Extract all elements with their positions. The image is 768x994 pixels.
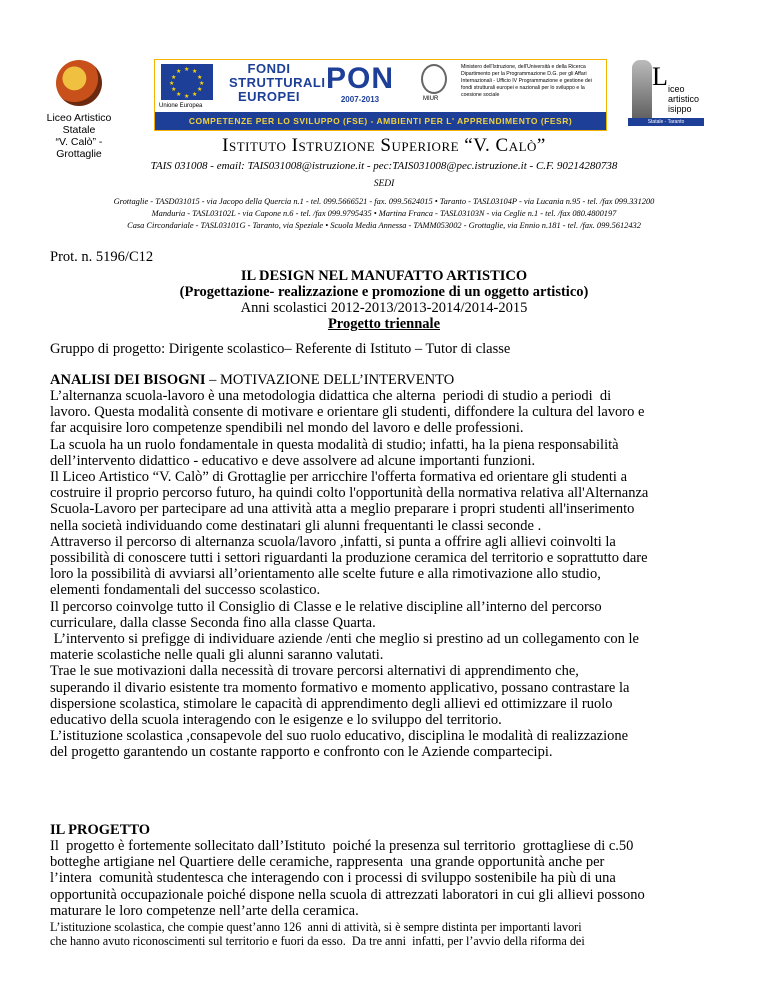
sede-line-2: Manduria - TASL03102L - via Capone n.6 - tel. /fax 099.9795435 • Martina Franca - TASL03103N - via Ceglie n.1 - tel. /fax 080.4800197 xyxy=(151,209,617,218)
institute-contacts: TAIS 031008 - email: TAIS031008@istruzione.it - pec:TAIS031008@pec.istruzione.it - C.F. 90214280738 xyxy=(150,160,618,172)
fondi-strutturali-logo xyxy=(229,61,326,104)
text-line: opportunità occupazionale poiché dispone nella scuola di attrezzati laboratori in cui gli allievi possono xyxy=(50,886,645,903)
doc-years: Anni scolastici 2012-2013/2013-2014/2014-2015 xyxy=(240,300,528,316)
text-line: L’istituzione scolastica ,consapevole del suo ruolo educativo, disciplina le modalità di realizzazione xyxy=(50,728,629,745)
text-line: L’alternanza scuola-lavoro è una metodologia didattica che alterna periodi di studio a periodi di xyxy=(50,388,612,404)
text-line: L’istituzione scolastica, che compie quest’anno 126 anni di attività, si è sempre distinta per importanti lavori xyxy=(50,920,582,934)
text-line: La scuola ha un ruolo fondamentale in questa modalità di studio; infatti, ha la piena responsabilità xyxy=(50,436,619,453)
needs-paragraph xyxy=(50,388,740,761)
text-line: educativo della scuola interagendo con le esigenze e lo sviluppo del territorio. xyxy=(50,712,502,729)
eu-flag-icon: ★ ★ ★ ★ ★ ★ ★ ★ ★ ★ ★ ★ xyxy=(161,64,213,100)
text-line: del progetto garantendo un costante rapporto e confronto con le Aziende compartecipi. xyxy=(50,744,553,761)
ministry-text: Ministero dell'Istruzione, dell'Università e della Ricerca Dipartimento per la Programmazione D.G. per gli Affari Internazionali - Ufficio IV Programmazione e gestione dei fondi strutturali europei e nazionali per lo sviluppo e la coesione sociale xyxy=(461,64,592,98)
needs-heading-line xyxy=(50,372,740,388)
pon-banner xyxy=(154,59,607,131)
republic-emblem-icon xyxy=(421,64,447,94)
banner-band: COMPETENZE PER LO SVILUPPO (FSE) - AMBIENTI PER L' APPRENDIMENTO (FESR) xyxy=(155,112,606,130)
text-line: maturare le loro competenze nell’arte della ceramica. xyxy=(50,902,359,919)
text-line: Il Liceo Artistico “V. Calò” di Grottaglie per arricchire l'offerta formativa ed orientare gli studenti a xyxy=(50,469,628,486)
sedi-label: SEDI xyxy=(373,179,395,189)
needs-heading-rest: – MOTIVAZIONE DELL’INTERVENTO xyxy=(205,372,455,388)
text-line: lavoro. Questa modalità consente di motivare e orientare gli studenti, diffondere la cultura del lavoro e xyxy=(50,404,645,421)
text-line: Scuola-Lavoro per partecipare ad una attività atta a meglio preparare i propri studenti all'inserimento xyxy=(50,501,635,518)
pon-years: 2007-2013 xyxy=(340,95,380,104)
lisippo-band: Statale - Taranto xyxy=(628,118,704,126)
lisippo-letter: L xyxy=(652,62,668,91)
text-line: dispersione scolastica, stimolare le capacità di apprendimento degli allievi ed ottimizzare il ruolo xyxy=(50,695,613,712)
text-line: Il percorso coinvolge tutto il Consiglio di Classe e le relative discipline all’interno del percorso xyxy=(50,598,602,615)
text-line: materie scolastiche nelle quali gli alunni saranno valutati. xyxy=(50,647,384,664)
school-logo-caption-place: “V. Calò” - Grottaglie xyxy=(55,136,103,160)
doc-title: IL DESIGN NEL MANUFATTO ARTISTICO xyxy=(240,268,528,284)
project-heading: IL PROGETTO xyxy=(50,822,151,838)
text-line: elementi fondamentali del successo scolastico. xyxy=(50,582,321,599)
institute-name: Istituto Istruzione Superiore “V. Calò” xyxy=(222,135,546,156)
lisippo-text-3: isippo xyxy=(668,104,692,114)
project-type: Progetto triennale xyxy=(327,316,441,332)
miur-caption: MIUR xyxy=(423,96,439,102)
project-type-wrap xyxy=(0,316,768,332)
text-line: Il progetto è fortemente sollecitato dall’Istituto poiché la presenza sul territorio grottagliese di c.50 xyxy=(50,838,634,854)
fondi-line-1: FONDI xyxy=(247,61,291,76)
protocol-number: Prot. n. 5196/C12 xyxy=(50,249,154,265)
text-line: nella società individuando come destinatari gli alunni frequentanti le classi seconde . xyxy=(50,517,542,534)
text-line: dell’intervento didattico - educativo e deve assolvere ad alcune importanti funzioni. xyxy=(50,452,536,469)
text-line: costruire il proprio percorso futuro, ha quindi colto l'opportunità della normativa relativa all'Alternanza xyxy=(50,485,649,502)
pon-text: PON xyxy=(325,62,394,95)
project-small-paragraph xyxy=(50,920,740,948)
lisippo-text-2: artistico xyxy=(668,94,700,104)
text-line: Trae le sue motivazioni dalla necessità di trovare percorsi alternativi di apprendimento che, xyxy=(50,663,579,680)
school-emblem-icon xyxy=(56,60,102,106)
text-line: curriculare, dalla classe Seconda fino alla classe Quarta. xyxy=(50,614,376,631)
text-line: l’intera comunità studentesca che interagendo con i processi di sviluppo sostenibile ha più di una xyxy=(50,870,616,887)
school-logo-caption: Liceo Artistico Statale xyxy=(46,112,112,136)
doc-subtitle-wrap xyxy=(0,284,768,300)
sede-line-1: Grottaglie - TASD031015 - via Jacopo della Quercia n.1 - tel. 099.5666521 - fax. 099.5624015 • Taranto - TASL03104P - via Lucania n.95 - tel. /fax 099.331200 xyxy=(113,197,655,206)
text-line: che hanno avuto riconoscimenti sul territorio e fuori da esso. Da tre anni infatti, per l’avvio della riforma dei xyxy=(50,934,585,948)
text-line: loro la possibilità di avviarsi all’orientamento alle scelte future e alla rimotivazione allo studio, xyxy=(50,566,601,583)
text-line: superando il divario esistente tra momento formativo e momento applicativo, possano contrastare la xyxy=(50,679,630,696)
lisippo-text-1: iceo xyxy=(668,84,685,94)
text-line: possibilità di conoscere tutti i settori riguardanti la produzione ceramica del territorio e soprattutto dare xyxy=(50,550,648,567)
needs-heading: ANALISI DEI BISOGNI xyxy=(50,372,206,388)
lisippo-logo xyxy=(628,60,704,126)
project-heading-wrap xyxy=(50,822,740,838)
doc-title-wrap xyxy=(0,268,768,284)
pon-logo xyxy=(317,62,403,106)
statue-icon xyxy=(632,60,652,126)
doc-subtitle: (Progettazione- realizzazione e promozione di un oggetto artistico) xyxy=(179,284,589,300)
fondi-line-2: STRUTTURALI xyxy=(229,75,326,90)
text-line: botteghe artigiane nel Quartiere delle ceramiche, rappresenta una grande opportunità anche per xyxy=(50,854,605,871)
fondi-line-3: EUROPEI xyxy=(237,89,300,104)
text-line: L’intervento si prefigge di individuare aziende /enti che meglio si prestino ad un collegamento con le xyxy=(50,631,639,648)
text-line: far acquisire loro competenze spendibili nel mondo del lavoro e delle professioni. xyxy=(50,420,524,437)
project-group: Gruppo di progetto: Dirigente scolastico– Referente di Istituto – Tutor di classe xyxy=(50,341,511,357)
project-paragraph xyxy=(50,838,740,919)
sede-line-3: Casa Circondariale - TASL03101G - Taranto, via Speziale • Scuola Media Annessa - TAMM053002 - Grottaglie, via Ennio n.181 - tel. /fax. 099.5612432 xyxy=(127,221,641,230)
eu-caption: Unione Europea xyxy=(159,103,203,109)
text-line: Attraverso il percorso di alternanza scuola/lavoro ,infatti, si punta a offrire agli allievi coinvolti la xyxy=(50,533,616,550)
